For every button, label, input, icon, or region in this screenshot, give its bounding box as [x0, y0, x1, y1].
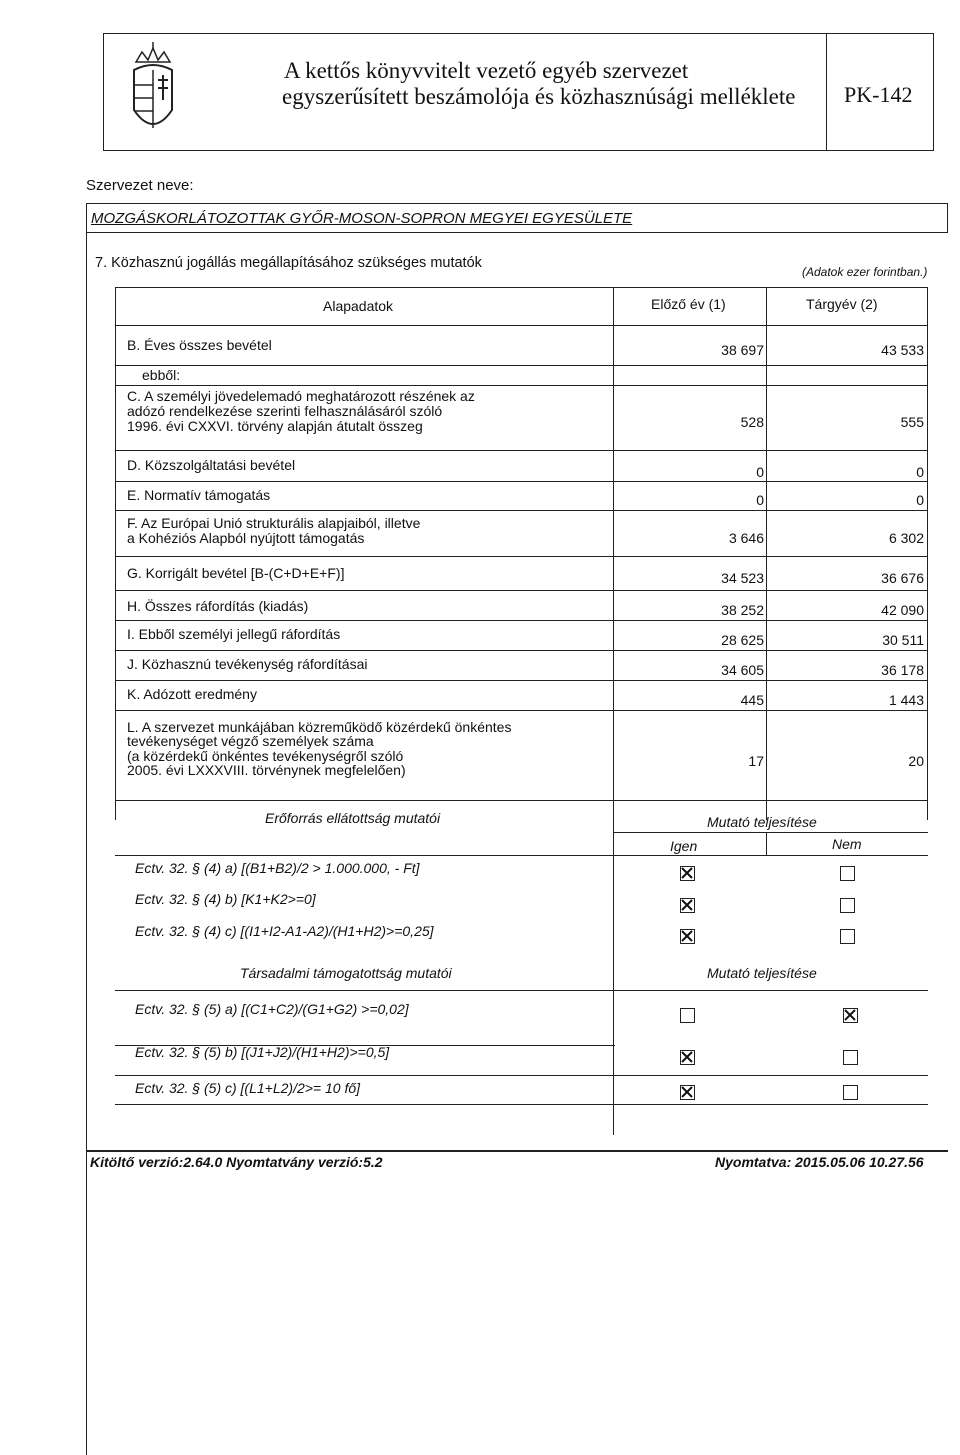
form-header — [103, 33, 934, 151]
org-name-value: MOZGÁSKORLÁTOZOTTAK GYŐR-MOSON-SOPRON MEGYEI EGYESÜLETE — [91, 210, 633, 227]
resource-item-1-no-checkbox[interactable] — [840, 866, 855, 881]
social-item-1-label: Ectv. 32. § (5) a) [(C1+C2)/(G1+G2) >=0,02] — [135, 1001, 409, 1017]
resource-item-2-label: Ectv. 32. § (4) b) [K1+K2>=0] — [135, 891, 316, 907]
row-f-line1: F. Az Európai Unió strukturális alapjaiból, illetve — [127, 515, 421, 531]
check-x-icon — [681, 867, 693, 879]
social-item-2-no-checkbox[interactable] — [843, 1050, 858, 1065]
check-x-icon — [681, 899, 693, 911]
form-title-line1: A kettős könyvvitelt vezető egyéb szervezet — [284, 58, 689, 83]
social-item-3-no-checkbox[interactable] — [843, 1085, 858, 1100]
row-k-prev: 445 — [740, 692, 764, 708]
row-b-prev: 38 697 — [721, 342, 764, 358]
row-i-label: I. Ebből személyi jellegű ráfordítás — [127, 626, 341, 642]
social-fulfil-title: Mutató teljesítése — [707, 965, 817, 981]
row-l-line3: (a közérdekű önkéntes tevékenységről szóló — [127, 748, 404, 764]
row-d-prev: 0 — [756, 464, 764, 480]
row-l-line4: 2005. évi LXXXVIII. törvénynek megfelelően) — [127, 762, 406, 778]
footer-print-date: Nyomtatva: 2015.05.06 10.27.56 — [715, 1154, 924, 1170]
yes-header: Igen — [670, 838, 698, 854]
row-l-curr: 20 — [908, 753, 924, 769]
resource-item-3-no-checkbox[interactable] — [840, 929, 855, 944]
row-b-label: B. Éves összes bevétel — [127, 337, 272, 353]
row-i-prev: 28 625 — [721, 632, 764, 648]
row-g-label: G. Korrigált bevétel [B-(C+D+E+F)] — [127, 565, 345, 581]
check-x-icon — [681, 1051, 693, 1063]
resource-item-2-yes-checkbox[interactable] — [680, 898, 695, 913]
row-b-curr: 43 533 — [881, 342, 924, 358]
social-title: Társadalmi támogatottság mutatói — [240, 965, 452, 981]
no-header: Nem — [832, 836, 862, 852]
resources-title: Erőforrás ellátottság mutatói — [265, 810, 441, 826]
org-name-field — [86, 203, 948, 233]
col-header-prev: Előző év (1) — [651, 296, 726, 312]
social-item-2-yes-checkbox[interactable] — [680, 1050, 695, 1065]
row-h-label: H. Összes ráfordítás (kiadás) — [127, 598, 309, 614]
row-l-line1: L. A szervezet munkájában közreműködő közérdekű önkéntes — [127, 719, 512, 735]
resource-item-3-yes-checkbox[interactable] — [680, 929, 695, 944]
resources-fulfil-title: Mutató teljesítése — [707, 814, 817, 830]
row-h-prev: 38 252 — [721, 602, 764, 618]
col-header-basic: Alapadatok — [323, 298, 394, 314]
row-e-label: E. Normatív támogatás — [127, 487, 271, 503]
row-c-line3: 1996. évi CXXVI. törvény alapján átutalt összeg — [127, 418, 423, 434]
row-c-prev: 528 — [740, 414, 764, 430]
unit-note: (Adatok ezer forintban.) — [802, 265, 928, 279]
resource-item-1-yes-checkbox[interactable] — [680, 866, 695, 881]
row-f-curr: 6 302 — [888, 530, 924, 546]
social-item-3-label: Ectv. 32. § (5) c) [(L1+L2)/2>= 10 fő] — [135, 1080, 361, 1096]
check-x-icon — [681, 930, 693, 942]
resource-item-2-no-checkbox[interactable] — [840, 898, 855, 913]
row-c-line2: adózó rendelkezése szerinti felhasználásáról szóló — [127, 403, 443, 419]
row-k-label: K. Adózott eredmény — [127, 686, 257, 702]
row-ebbol-label: ebből: — [142, 367, 181, 383]
row-j-label: J. Közhasznú tevékenység ráfordításai — [127, 656, 368, 672]
row-c-line1: C. A személyi jövedelemadó meghatározott részének az — [127, 388, 475, 404]
row-f-line2: a Kohéziós Alapból nyújtott támogatás — [127, 530, 365, 546]
col-header-curr: Tárgyév (2) — [806, 296, 878, 312]
row-j-curr: 36 178 — [881, 662, 924, 678]
row-e-prev: 0 — [756, 492, 764, 508]
form-title-line2: egyszerűsített beszámolója és közhasznúsági melléklete — [282, 84, 796, 109]
social-item-1-yes-checkbox[interactable] — [680, 1008, 695, 1023]
footer-version: Kitöltő verzió:2.64.0 Nyomtatvány verzió:5.2 — [90, 1154, 383, 1170]
row-i-curr: 30 511 — [882, 632, 924, 648]
row-k-curr: 1 443 — [888, 692, 924, 708]
resource-item-1-label: Ectv. 32. § (4) a) [(B1+B2)/2 > 1.000.000, - Ft] — [135, 860, 420, 876]
row-g-prev: 34 523 — [721, 570, 764, 586]
row-g-curr: 36 676 — [881, 570, 924, 586]
row-d-label: D. Közszolgáltatási bevétel — [127, 457, 296, 473]
check-x-icon — [844, 1009, 856, 1021]
row-c-curr: 555 — [900, 414, 924, 430]
org-name-label: Szervezet neve: — [86, 177, 194, 194]
row-e-curr: 0 — [916, 492, 924, 508]
row-l-line2: tevékenységet végző személyek száma — [127, 733, 374, 749]
hungarian-coat-of-arms-icon — [124, 40, 182, 140]
section-bottom-line — [86, 1150, 948, 1152]
row-f-prev: 3 646 — [728, 530, 764, 546]
check-x-icon — [681, 1086, 693, 1098]
row-j-prev: 34 605 — [721, 662, 764, 678]
social-item-3-yes-checkbox[interactable] — [680, 1085, 695, 1100]
social-item-2-label: Ectv. 32. § (5) b) [(J1+J2)/(H1+H2)>=0,5] — [135, 1044, 390, 1060]
social-item-1-no-checkbox[interactable] — [843, 1008, 858, 1023]
section-title: 7. Közhasznú jogállás megállapításához szükséges mutatók — [95, 255, 482, 271]
resource-item-3-label: Ectv. 32. § (4) c) [(I1+I2-A1-A2)/(H1+H2)>=0,25] — [135, 923, 434, 939]
row-h-curr: 42 090 — [881, 602, 924, 618]
form-code: PK-142 — [844, 82, 913, 107]
row-d-curr: 0 — [916, 464, 924, 480]
row-l-prev: 17 — [748, 753, 764, 769]
